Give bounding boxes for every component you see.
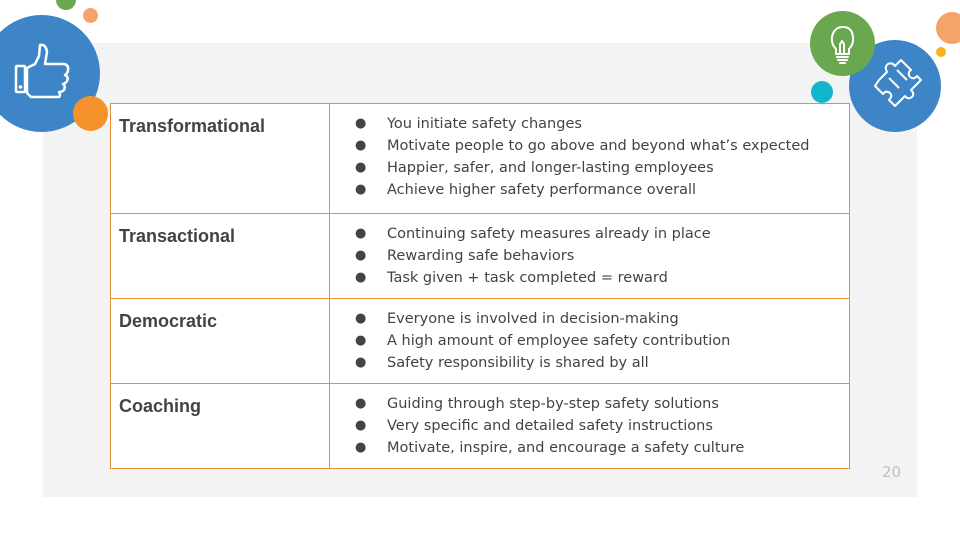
point-text: Rewarding safe behaviors — [387, 248, 575, 264]
list-item: ● Safety responsibility is shared by all — [355, 355, 649, 371]
point-text: Everyone is involved in decision-making — [387, 311, 679, 327]
point-text: Motivate, inspire, and encourage a safety culture — [387, 440, 745, 456]
point-text: Happier, safer, and longer-lasting employees — [387, 160, 714, 176]
lightbulb-icon — [810, 11, 875, 76]
table-row — [111, 214, 850, 299]
page-number: 20 — [882, 463, 902, 481]
list-item: ● A high amount of employee safety contribution — [355, 333, 731, 349]
style-name: Transactional — [111, 214, 330, 299]
point-text: Very specific and detailed safety instructions — [387, 418, 713, 434]
decor-dot-green — [56, 0, 76, 10]
point-text: Task given + task completed = reward — [387, 270, 668, 286]
style-points — [330, 104, 850, 214]
decor-dot-teal — [811, 81, 833, 103]
point-text: A high amount of employee safety contribution — [387, 333, 731, 349]
list-item: ● Motivate people to go above and beyond what’s expected — [355, 138, 810, 154]
style-points — [330, 214, 850, 299]
list-item: ● Guiding through step-by-step safety solutions — [355, 396, 719, 412]
point-text: Safety responsibility is shared by all — [387, 355, 649, 371]
point-text: Achieve higher safety performance overall — [387, 182, 697, 198]
style-name: Coaching — [111, 384, 330, 469]
point-text: You initiate safety changes — [387, 116, 582, 132]
list-item: ● Happier, safer, and longer-lasting employees — [355, 160, 714, 176]
style-points — [330, 384, 850, 469]
point-text: Guiding through step-by-step safety solutions — [387, 396, 719, 412]
point-text: Motivate people to go above and beyond what’s expected — [387, 138, 810, 154]
list-item: ● Achieve higher safety performance overall — [355, 182, 697, 198]
style-name: Transformational — [111, 104, 330, 214]
lightbulb-badge — [810, 11, 875, 76]
list-item: ● You initiate safety changes — [355, 116, 582, 132]
list-item: ● Very specific and detailed safety instructions — [355, 418, 713, 434]
list-item: ● Task given + task completed = reward — [355, 270, 668, 286]
style-name: Democratic — [111, 299, 330, 384]
list-item: ● Continuing safety measures already in place — [355, 226, 711, 242]
list-item: ● Everyone is involved in decision-making — [355, 311, 679, 327]
decor-dot-orange-large — [73, 96, 108, 131]
table-row — [111, 104, 850, 214]
style-points — [330, 299, 850, 384]
table-row — [111, 299, 850, 384]
point-text: Continuing safety measures already in place — [387, 226, 711, 242]
leadership-styles-table — [110, 103, 850, 469]
table-row — [111, 384, 850, 469]
list-item: ● Motivate, inspire, and encourage a safety culture — [355, 440, 745, 456]
list-item: ● Rewarding safe behaviors — [355, 248, 575, 264]
